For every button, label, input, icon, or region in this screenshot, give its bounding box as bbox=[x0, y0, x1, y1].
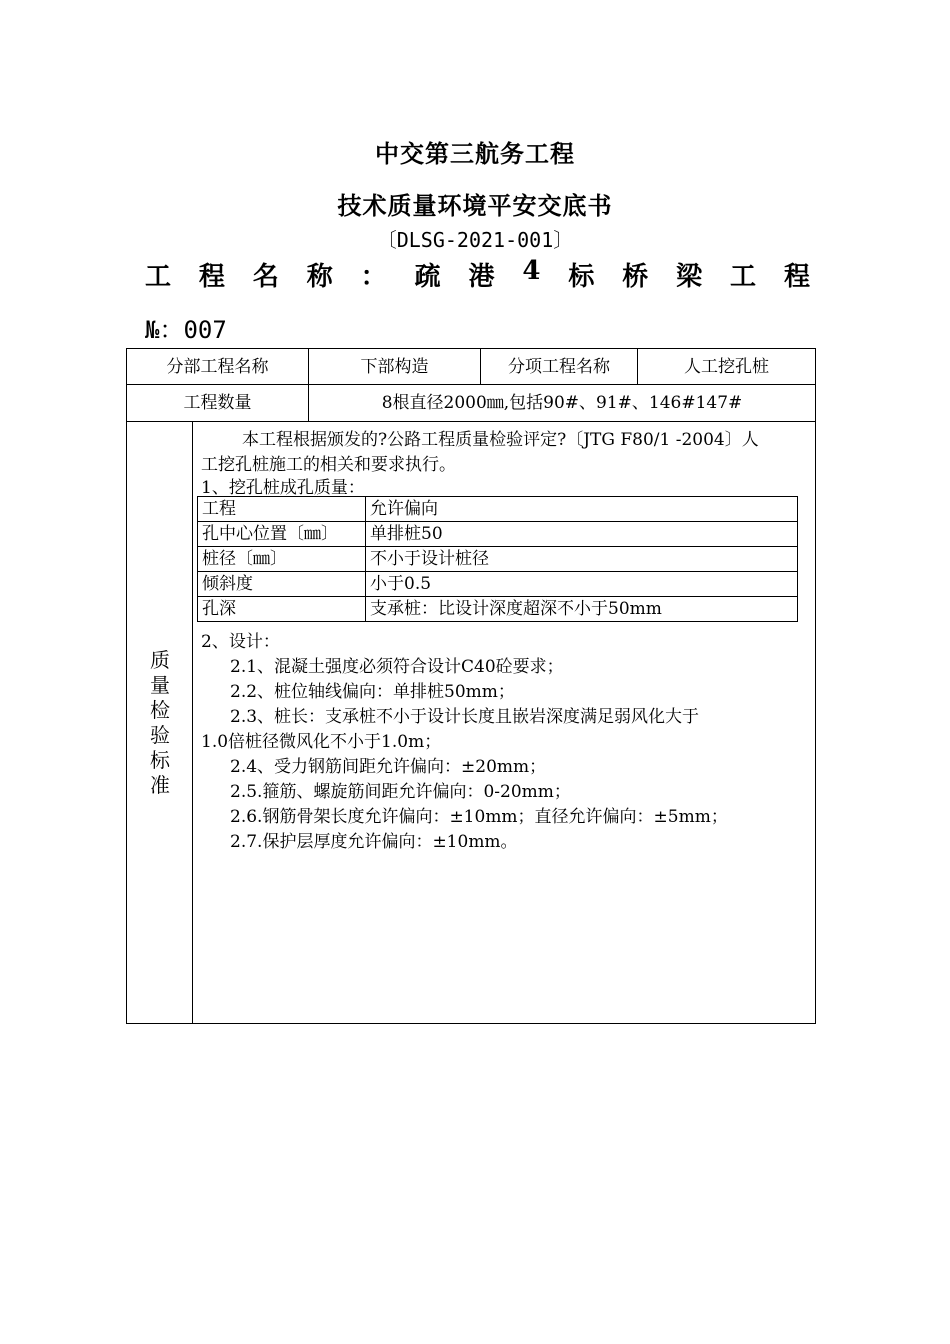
item2-heading: 2、设计： bbox=[201, 632, 280, 652]
document-title: 技术质量环境平安交底书 bbox=[337, 191, 613, 220]
project-name-char: 梁 bbox=[676, 262, 703, 292]
side-label-char: 准 bbox=[150, 773, 170, 797]
project-name-char: 4 bbox=[522, 256, 541, 286]
side-label-char: 量 bbox=[150, 673, 170, 697]
project-name-char: ： bbox=[360, 262, 387, 292]
item2-line: 2.1、混凝土强度必须符合设计C40砼要求； bbox=[230, 657, 564, 677]
table-row bbox=[198, 547, 798, 572]
project-name bbox=[145, 256, 810, 293]
table-cell: 孔深 bbox=[198, 597, 366, 622]
item2-line: 2.3、桩长：支承桩不小于设计长度且嵌岩深度满足弱风化大于 bbox=[230, 707, 700, 727]
side-label-char: 检 bbox=[150, 698, 170, 722]
item2-line: 2.5.箍筋、螺旋筋间距允许偏向：0-20mm； bbox=[230, 782, 571, 802]
table-cell: 工程 bbox=[198, 497, 366, 522]
intro-line: 工挖孔桩施工的相关和要求执行。 bbox=[201, 455, 456, 475]
side-label-char: 验 bbox=[150, 723, 170, 747]
row-divider bbox=[127, 384, 815, 385]
division-label: 分部工程名称 bbox=[166, 357, 269, 377]
project-name-char: 港 bbox=[468, 262, 495, 292]
quantity-value: 8根直径2000㎜,包括90#、91#、146#147# bbox=[381, 393, 743, 413]
item2-line: 2.7.保护层厚度允许偏向：±10mm。 bbox=[230, 832, 518, 852]
row-divider bbox=[127, 421, 815, 422]
table-cell: 单排桩50 bbox=[366, 522, 798, 547]
table-cell: 桩径〔㎜〕 bbox=[198, 547, 366, 572]
quality-standard-label bbox=[127, 424, 193, 1022]
table-row bbox=[198, 522, 798, 547]
subitem-value: 人工挖孔桩 bbox=[684, 357, 769, 377]
project-name-char: 工 bbox=[730, 262, 757, 292]
company-title: 中交第三航务工程 bbox=[375, 139, 575, 168]
table-row bbox=[198, 572, 798, 597]
table-cell: 不小于设计桩径 bbox=[366, 547, 798, 572]
project-name-char: 疏 bbox=[414, 262, 441, 292]
project-name-char: 标 bbox=[568, 262, 595, 292]
tolerance-table bbox=[197, 496, 798, 622]
project-name-char: 程 bbox=[783, 262, 810, 292]
project-name-char: 名 bbox=[252, 262, 279, 292]
division-value: 下部构造 bbox=[360, 357, 429, 377]
side-label-char: 标 bbox=[150, 748, 170, 772]
intro-line: 本工程根据颁发的?公路工程质量检验评定?〔JTG F80/1 -2004〕人 bbox=[242, 430, 759, 450]
item2-line: 2.6.钢筋骨架长度允许偏向：±10mm；直径允许偏向：±5mm； bbox=[230, 807, 728, 827]
item1-heading: 1、挖孔桩成孔质量： bbox=[201, 478, 365, 498]
side-label-char: 质 bbox=[150, 648, 170, 672]
table-row bbox=[198, 497, 798, 522]
project-name-char: 称 bbox=[306, 262, 333, 292]
item2-line: 2.4、受力钢筋间距允许偏向：±20mm； bbox=[230, 757, 547, 777]
item2-line: 1.0倍桩径微风化不小于1.0m； bbox=[201, 732, 442, 752]
project-name-char: 桥 bbox=[622, 262, 649, 292]
project-name-char: 程 bbox=[198, 262, 225, 292]
project-name-char: 工 bbox=[145, 262, 172, 292]
subitem-label: 分项工程名称 bbox=[508, 357, 610, 377]
item2-line: 2.2、桩位轴线偏向：单排桩50mm； bbox=[230, 682, 515, 702]
disclosure-form bbox=[126, 348, 816, 1024]
table-row bbox=[198, 597, 798, 622]
quantity-label: 工程数量 bbox=[183, 393, 252, 413]
table-cell: 支承桩：比设计深度超深不小于50mm bbox=[366, 597, 798, 622]
table-cell: 孔中心位置〔㎜〕 bbox=[198, 522, 366, 547]
table-cell: 允许偏向 bbox=[366, 497, 798, 522]
table-cell: 小于0.5 bbox=[366, 572, 798, 597]
document-code: 〔DLSG-2021-001〕 bbox=[376, 228, 574, 252]
table-cell: 倾斜度 bbox=[198, 572, 366, 597]
document-number: №：007 bbox=[145, 316, 227, 344]
